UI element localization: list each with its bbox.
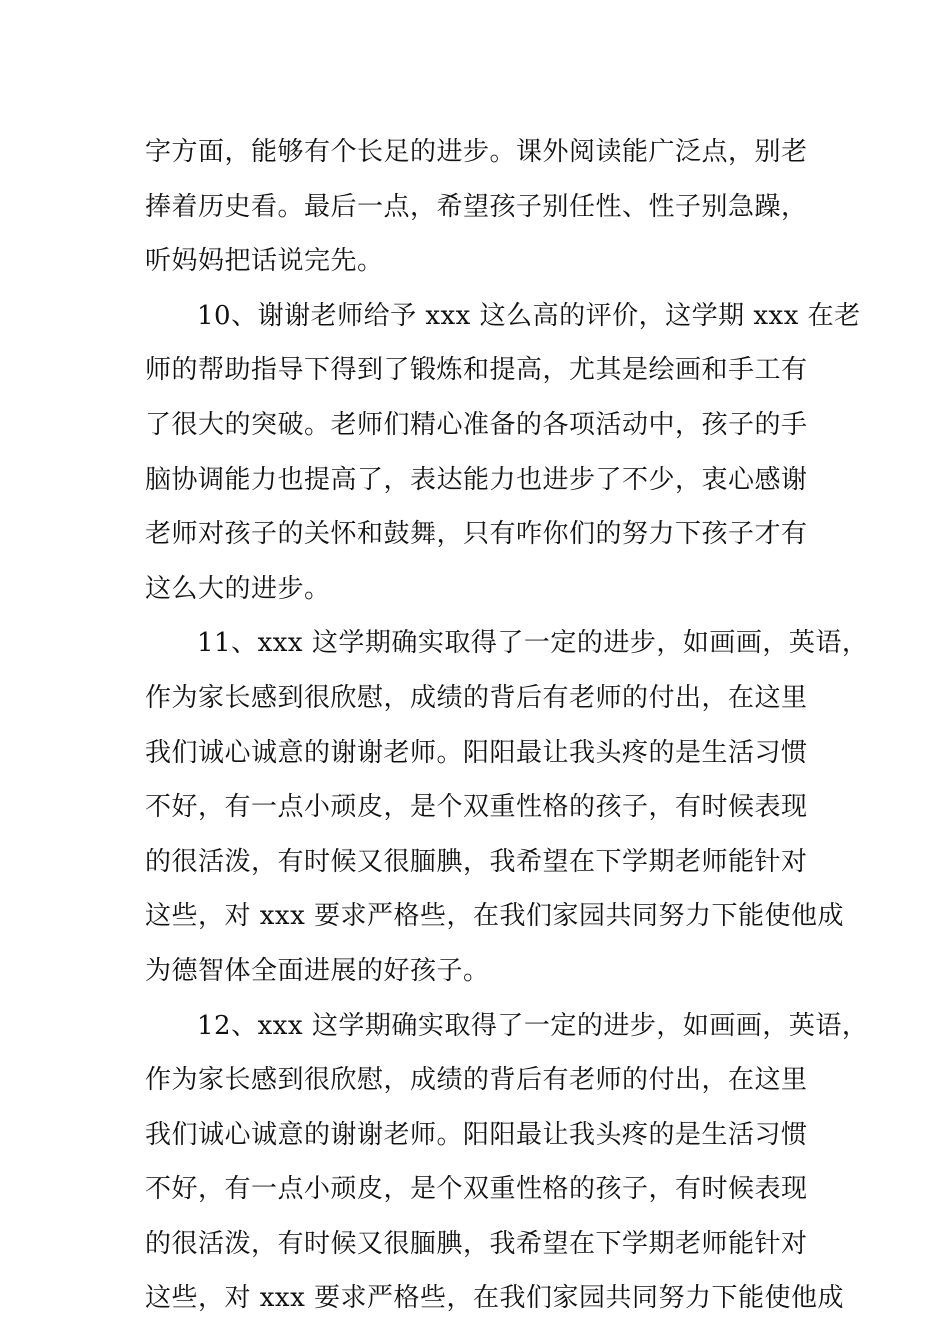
text-line: 我们诚心诚意的谢谢老师。阳阳最让我头疼的是生活习惯 xyxy=(145,737,808,768)
paragraph-10 xyxy=(145,289,861,617)
text-line: 11、xxx 这学期确实取得了一定的进步，如画画，英语， xyxy=(197,628,869,659)
text-line: 捧着历史看。最后一点，希望孩子别任性、性子别急躁， xyxy=(145,191,808,222)
text-line: 字方面，能够有个长足的进步。课外阅读能广泛点，别老 xyxy=(145,137,808,167)
paragraph-11 xyxy=(145,616,869,998)
text-line: 为德智体全面进展的好孩子。 xyxy=(145,955,490,986)
text-line: 不好，有一点小顽皮，是个双重性格的孩子，有时候表现 xyxy=(145,792,808,823)
text-line: 这些，对 xxx 要求严格些，在我们家园共同努力下能使他成 xyxy=(145,901,845,932)
text-line: 脑协调能力也提高了，表达能力也进步了不少，衷心感谢 xyxy=(145,464,808,495)
text-line: 这么大的进步。 xyxy=(145,573,331,604)
text-line: 听妈妈把话说完先。 xyxy=(145,246,384,277)
text-line: 老师对孩子的关怀和鼓舞，只有咋你们的努力下孩子才有 xyxy=(145,519,808,550)
document-body xyxy=(145,125,869,1326)
text-line: 作为家长感到很欣慰，成绩的背后有老师的付出，在这里 xyxy=(145,1065,808,1096)
text-line: 作为家长感到很欣慰，成绩的背后有老师的付出，在这里 xyxy=(145,682,808,713)
text-line: 不好，有一点小顽皮，是个双重性格的孩子，有时候表现 xyxy=(145,1174,808,1205)
text-line: 师的帮助指导下得到了锻炼和提高，尤其是绘画和手工有 xyxy=(145,355,808,386)
paragraph-12 xyxy=(145,999,869,1327)
text-line: 的很活泼，有时候又很腼腆，我希望在下学期老师能针对 xyxy=(145,1228,808,1259)
text-line: 12、xxx 这学期确实取得了一定的进步，如画画，英语， xyxy=(197,1010,869,1041)
text-line: 这些，对 xxx 要求严格些，在我们家园共同努力下能使他成 xyxy=(145,1283,845,1314)
text-line: 10、谢谢老师给予 xxx 这么高的评价，这学期 xxx 在老 xyxy=(197,300,861,331)
paragraph-continued xyxy=(145,125,835,289)
text-line: 的很活泼，有时候又很腼腆，我希望在下学期老师能针对 xyxy=(145,846,808,877)
text-line: 了很大的突破。老师们精心准备的各项活动中，孩子的手 xyxy=(145,409,808,440)
text-line: 我们诚心诚意的谢谢老师。阳阳最让我头疼的是生活习惯 xyxy=(145,1119,808,1150)
